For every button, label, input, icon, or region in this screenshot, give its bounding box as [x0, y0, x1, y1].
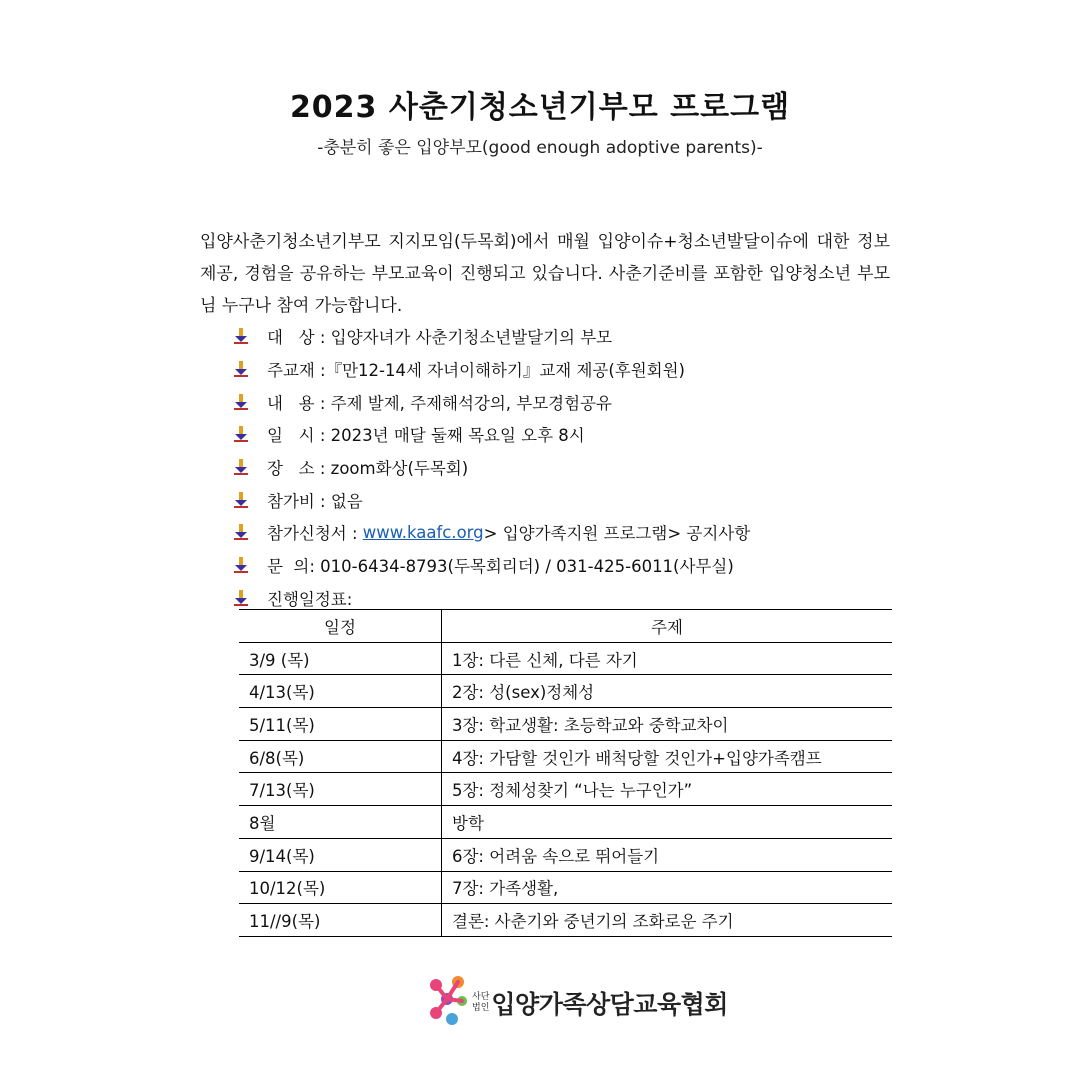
detail-schedule: [234, 418, 894, 451]
row-date: 7/13(목): [239, 773, 442, 806]
table-header-row: [239, 610, 892, 643]
row-date: 9/14(목): [239, 838, 442, 871]
bullet-arrow-icon: [234, 459, 248, 475]
row-date: 4/13(목): [239, 675, 442, 708]
detail-place-text: 장 소 : zoom화상(두목회): [267, 459, 469, 479]
row-date: 10/12(목): [239, 871, 442, 904]
detail-textbook: [234, 353, 894, 386]
table-row: [239, 740, 892, 773]
logo-corporation-label: [472, 992, 489, 1014]
logo-small-bottom: 법인: [472, 1003, 490, 1013]
header-date: 일정: [239, 610, 442, 643]
bullet-arrow-icon: [234, 524, 248, 540]
apply-link[interactable]: www.kaafc.org: [362, 522, 484, 542]
detail-apply-suffix: > 입양가족지원 프로그램> 공지사항: [483, 524, 751, 544]
row-date: 8월: [239, 806, 442, 839]
table-row: [239, 806, 892, 839]
row-date: 5/11(목): [239, 708, 442, 741]
row-topic: 5장: 정체성찾기 “나는 누구인가”: [442, 773, 893, 806]
table-row: [239, 675, 892, 708]
detail-fee: [234, 483, 894, 516]
row-topic: 7장: 가족생활,: [442, 871, 893, 904]
bullet-arrow-icon: [234, 557, 248, 573]
bullet-arrow-icon: [234, 426, 248, 442]
row-topic: 1장: 다른 신체, 다른 자기: [442, 642, 893, 675]
detail-contact-text: 문 의: 010-6434-8793(두목회리더) / 031-425-6011(사무실): [267, 557, 734, 577]
row-topic: 결론: 사춘기와 중년기의 조화로운 주기: [442, 904, 893, 937]
detail-contact: [234, 549, 894, 582]
header-topic: 주제: [442, 610, 893, 643]
page-title: 2023 사춘기청소년기부모 프로그램: [289, 90, 791, 125]
program-details: [234, 320, 894, 614]
logo-mark-icon: [428, 975, 468, 1031]
bullet-arrow-icon: [234, 590, 248, 606]
table-row: [239, 773, 892, 806]
detail-fee-text: 참가비 : 없음: [267, 491, 363, 511]
schedule-table: [239, 609, 892, 937]
row-topic: 3장: 학교생활: 초등학교와 중학교차이: [442, 708, 893, 741]
logo-small-top: 사단: [472, 992, 490, 1002]
table-row: [239, 871, 892, 904]
bullet-arrow-icon: [234, 492, 248, 508]
intro-paragraph: 입양사춘기청소년기부모 지지모임(두목회)에서 매월 입양이슈+청소년발달이슈에 대한 정보제공, 경험을 공유하는 부모교육이 진행되고 있습니다. 사춘기준비를 포함한 입양청소년 부모님 누구나 참여 가능합니다.: [200, 232, 890, 316]
row-topic: 6장: 어려움 속으로 뛰어들기: [442, 838, 893, 871]
row-topic: 방학: [442, 806, 893, 839]
detail-target: [234, 320, 894, 353]
page-subtitle: -충분히 좋은 입양부모(good enough adoptive parents)-: [317, 138, 763, 158]
organization-name: 입양가족상담교육협회: [491, 990, 728, 1019]
table-row: [239, 838, 892, 871]
row-date: 3/9 (목): [239, 642, 442, 675]
detail-textbook-text: 주교재 :『만12-14세 자녀이해하기』교재 제공(후원회원): [267, 361, 685, 381]
row-date: 6/8(목): [239, 740, 442, 773]
detail-timeline-label: 진행일정표:: [267, 589, 353, 609]
bullet-arrow-icon: [234, 361, 248, 377]
detail-content: [234, 385, 894, 418]
row-topic: 4장: 가담할 것인가 배척당할 것인가+입양가족캠프: [442, 740, 893, 773]
detail-apply: [234, 516, 894, 549]
detail-place: [234, 451, 894, 484]
detail-apply-prefix: 참가신청서 :: [267, 524, 363, 544]
bullet-arrow-icon: [234, 328, 248, 344]
bullet-arrow-icon: [234, 394, 248, 410]
detail-content-text: 내 용 : 주제 발제, 주제해석강의, 부모경험공유: [267, 393, 612, 413]
table-row: [239, 708, 892, 741]
organization-logo: [428, 972, 728, 1034]
table-row: [239, 642, 892, 675]
row-topic: 2장: 성(sex)정체성: [442, 675, 893, 708]
detail-schedule-text: 일 시 : 2023년 매달 둘째 목요일 오후 8시: [267, 426, 585, 446]
table-row: [239, 904, 892, 937]
detail-target-text: 대 상 : 입양자녀가 사춘기청소년발달기의 부모: [267, 328, 613, 348]
row-date: 11//9(목): [239, 904, 442, 937]
